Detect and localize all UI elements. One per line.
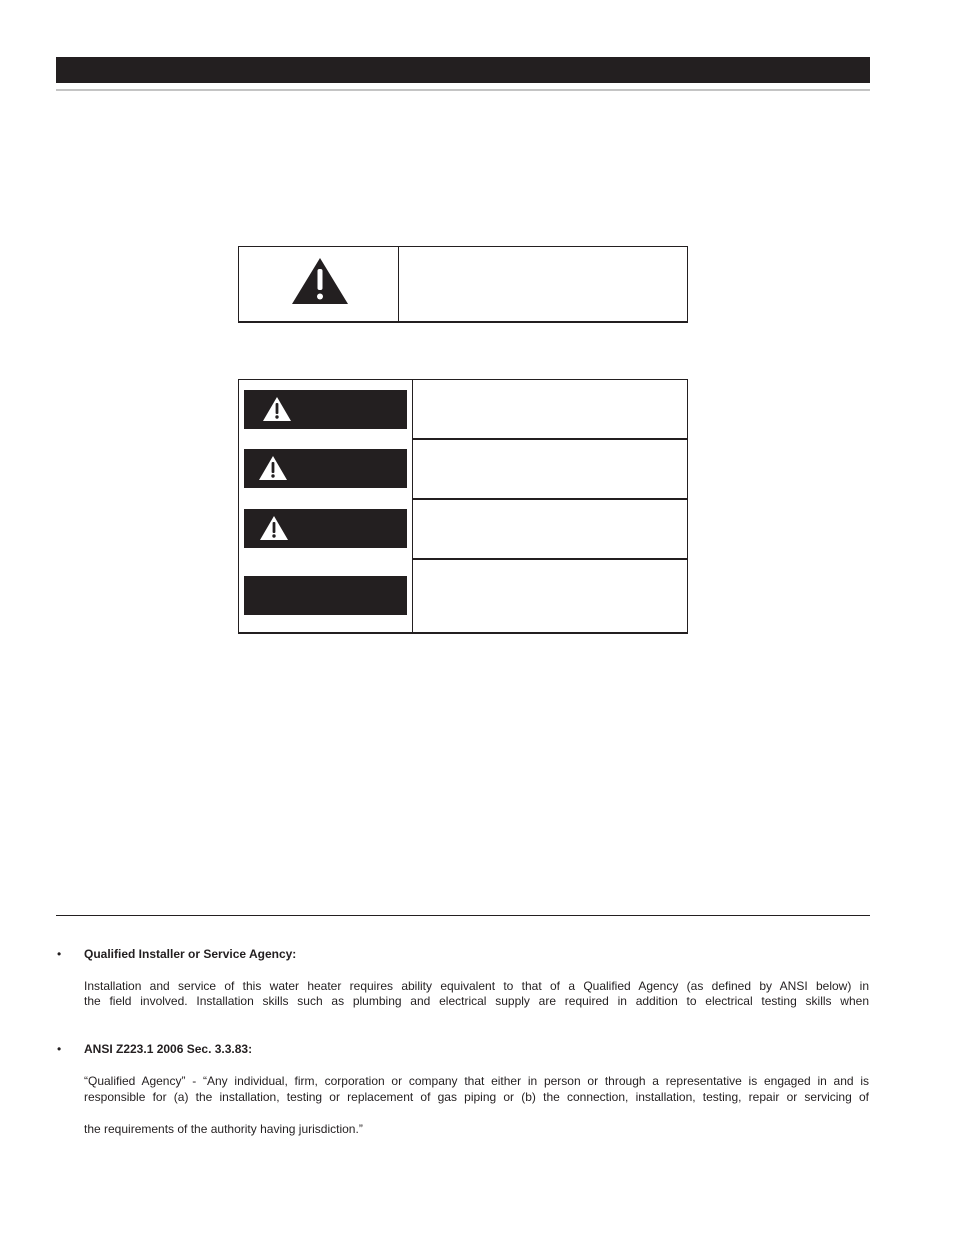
warning-triangle-icon (259, 515, 289, 546)
table-row-divider (412, 438, 687, 440)
definition-text-line: the requirements of the authority having jurisdiction.” (84, 1122, 363, 1136)
definition-text-line: “Qualified Agency” - “Any individual, firm, corporation or company that either in person or through a representative is engaged in and is (84, 1074, 869, 1088)
definition-text-line: responsible for (a) the installation, testing or replacement of gas piping or (b) the connection, installation, testing, repair or servicing of (84, 1090, 869, 1104)
definition-heading: ANSI Z223.1 2006 Sec. 3.3.83: (84, 1042, 253, 1056)
header-rule (56, 89, 870, 91)
safety-alert-triangle-icon (291, 257, 349, 310)
table-row-divider (412, 558, 687, 560)
alert-box-divider (398, 247, 399, 321)
signal-word-label (244, 509, 407, 548)
signal-word-label (244, 449, 407, 488)
definition-heading: Qualified Installer or Service Agency: (84, 947, 297, 961)
header-bar (56, 57, 870, 83)
table-column-divider (412, 380, 413, 632)
warning-triangle-icon (258, 455, 288, 486)
safety-alert-box (238, 246, 688, 323)
signal-word-table (238, 379, 688, 634)
section-rule (56, 915, 870, 916)
signal-word-label (244, 576, 407, 615)
signal-word-label (244, 390, 407, 429)
bullet: • (57, 947, 62, 961)
definition-text-line: Installation and service of this water heater requires ability equivalent to that of a Qualified Agency (as defined by ANSI below) in (84, 979, 869, 993)
table-row-divider (412, 498, 687, 500)
bullet: • (57, 1042, 62, 1056)
warning-triangle-icon (262, 396, 292, 427)
definition-text-line: the field involved. Installation skills such as plumbing and electrical supply are required in addition to electrical testing skills when (84, 994, 869, 1008)
